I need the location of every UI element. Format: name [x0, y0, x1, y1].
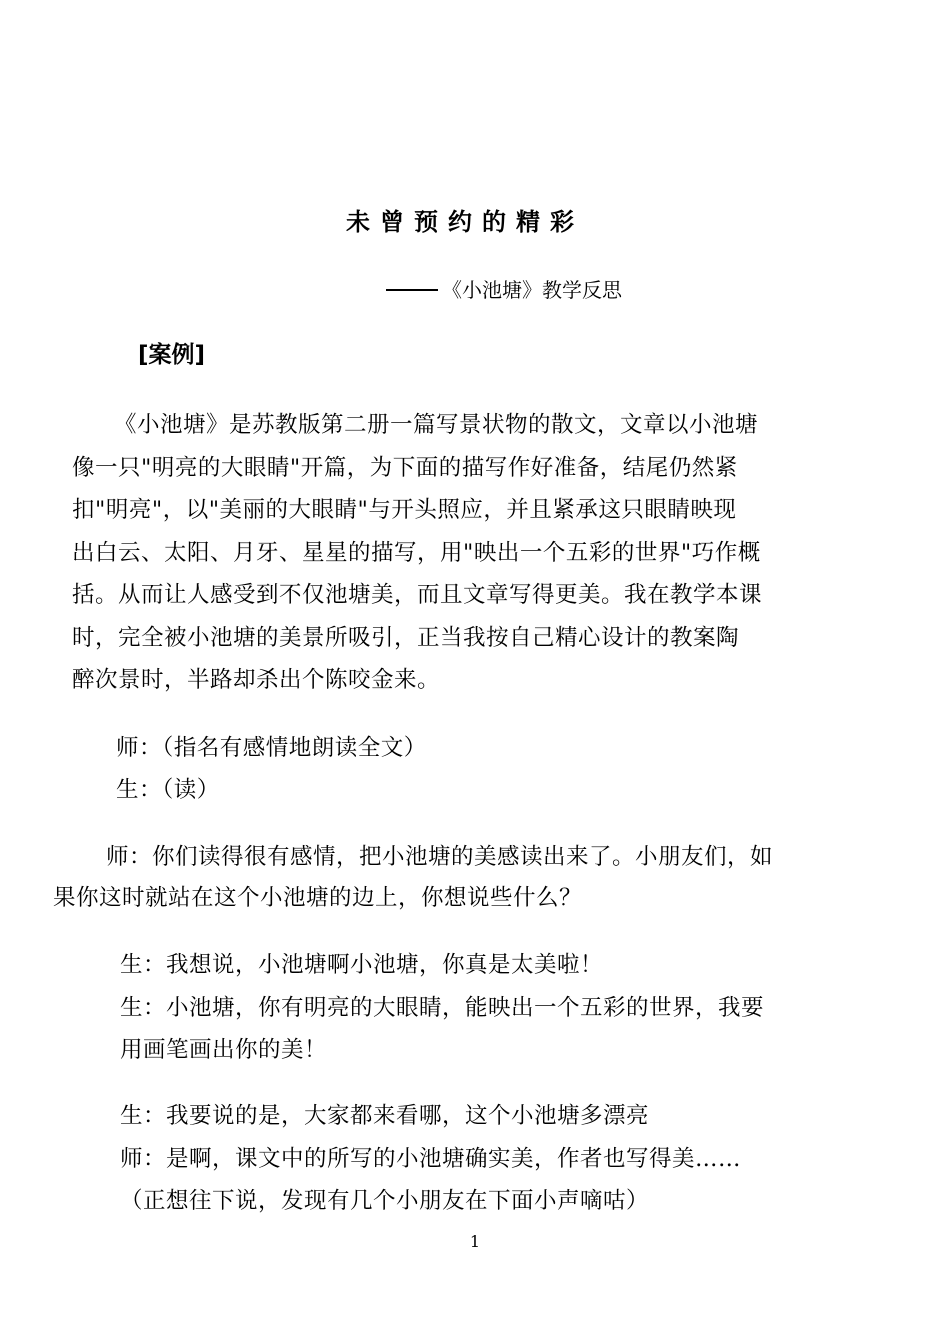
subtitle-text: 《小池塘》教学反思	[442, 278, 622, 302]
dialogue-line: 生：（读）	[116, 777, 220, 803]
paragraph-line: 醉次景时，半路却杀出个陈咬金来。	[72, 667, 441, 693]
dialogue-line: 师：（指名有感情地朗读全文）	[116, 735, 427, 761]
dialogue-line: 师：是啊，课文中的所写的小池塘确实美，作者也写得美……	[120, 1146, 742, 1172]
dialogue-line: （正想往下说，发现有几个小朋友在下面小声嘀咕）	[120, 1188, 650, 1214]
paragraph-line: 扣"明亮"，以"美丽的大眼睛"与开头照应，并且紧承这只眼睛映现	[72, 497, 737, 523]
document-title: 未曾预约的精彩	[346, 208, 584, 236]
section-label: [案例]	[138, 342, 206, 368]
document-subtitle	[386, 275, 622, 305]
paragraph-line: 出白云、太阳、月牙、星星的描写，用"映出一个五彩的世界"巧作概	[72, 540, 761, 566]
dialogue-line: 用画笔画出你的美！	[120, 1037, 328, 1063]
paragraph-line: 果你这时就站在这个小池塘的边上，你想说些什么？	[53, 885, 583, 911]
dialogue-line: 生：小池塘，你有明亮的大眼睛，能映出一个五彩的世界，我要	[120, 995, 765, 1021]
paragraph-line: 括。从而让人感受到不仅池塘美，而且文章写得更美。我在教学本课	[72, 582, 763, 608]
dialogue-line: 生：我要说的是，大家都来看哪，这个小池塘多漂亮	[120, 1103, 650, 1129]
paragraph-line: 师：你们读得很有感情，把小池塘的美感读出来了。小朋友们，如	[106, 844, 774, 870]
page-number: 1	[469, 1232, 481, 1251]
paragraph-line: 像一只"明亮的大眼睛"开篇，为下面的描写作好准备，结尾仍然紧	[72, 455, 738, 481]
paragraph-line: 时，完全被小池塘的美景所吸引，正当我按自己精心设计的教案陶	[72, 625, 740, 651]
em-dash-line	[386, 289, 438, 291]
dialogue-line: 生：我想说，小池塘啊小池塘，你真是太美啦！	[120, 952, 604, 978]
paragraph-line: 《小池塘》是苏教版第二册一篇写景状物的散文，文章以小池塘	[114, 412, 759, 438]
